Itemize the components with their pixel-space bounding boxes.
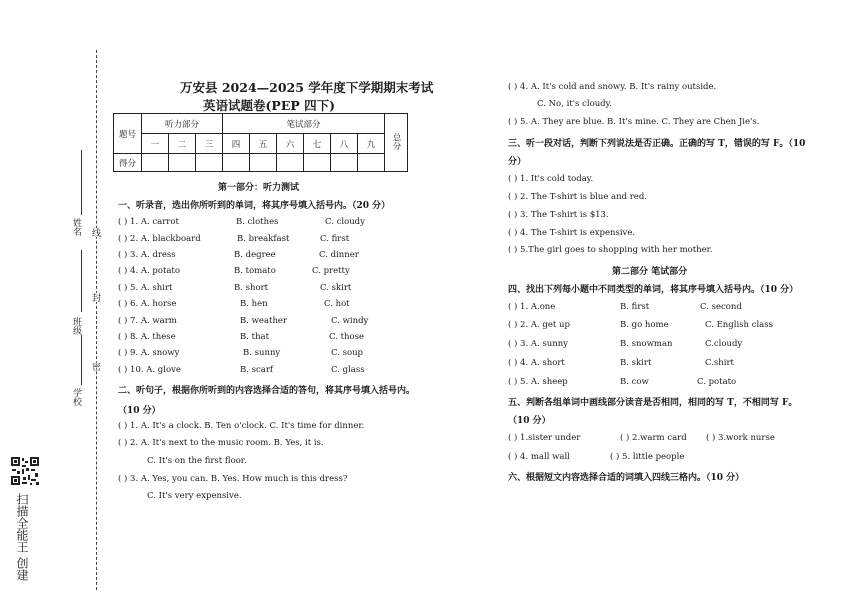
section2-title: 二、听句子，根据你所听到的内容选择合适的答句，将其序号填入括号内。 (118, 386, 416, 396)
class-label: 班级 (71, 317, 81, 335)
list-item: C. pretty (312, 266, 350, 276)
writing-part-label: 笔试部分 (223, 114, 385, 134)
score-table (113, 113, 408, 172)
score-cell[interactable] (169, 154, 196, 172)
list-item: ( ) 1. It's cold today. (508, 174, 594, 184)
section-number: 四 (223, 134, 250, 154)
list-item: ( ) 4. A. potato (118, 266, 180, 276)
score-cell[interactable] (304, 154, 331, 172)
list-item: ( ) 1.sister under (508, 433, 581, 443)
list-item: B. tomato (234, 266, 276, 276)
list-item: ( ) 3. A. Yes, you can. B. Yes. How much is this dress? (118, 474, 348, 484)
list-item: B. go home (620, 320, 669, 330)
list-item: ( ) 2. The T-shirt is blue and red. (508, 192, 647, 202)
list-item: ( ) 4. A. short (508, 358, 565, 368)
section3-points: 分） (508, 157, 527, 167)
section-number: 二 (169, 134, 196, 154)
score-cell[interactable] (196, 154, 223, 172)
school-blank-line (81, 335, 82, 385)
name-blank-line (81, 150, 82, 215)
list-item: B. hen (240, 299, 268, 309)
section-number: 七 (304, 134, 331, 154)
list-item: ( ) 7. A. warm (118, 316, 177, 326)
binding-char-secret: 密 (90, 362, 100, 371)
binding-dashed-line (96, 50, 97, 590)
list-item: ( ) 5. little people (610, 452, 685, 462)
section-number: 八 (331, 134, 358, 154)
score-cell[interactable] (358, 154, 385, 172)
list-item: B. breakfast (237, 234, 290, 244)
section5-points: （10 分） (508, 416, 551, 426)
list-item: ( ) 6. A. horse (118, 299, 177, 309)
total-score-label: 总分 (385, 114, 408, 172)
list-item: ( ) 3.work nurse (706, 433, 775, 443)
binding-char-line: 线 (90, 228, 100, 237)
list-item: ( ) 2. A. It's next to the music room. B. Yes, it is. (118, 438, 324, 448)
scanner-credit: 扫描全能王 创建 (15, 493, 29, 581)
exam-subtitle: 英语试题卷(PEP 四下) (203, 98, 336, 113)
part1-title: 第一部分：听力测试 (218, 183, 300, 193)
list-item: ( ) 5. A. They are blue. B. It's mine. C. They are Chen Jie's. (508, 117, 760, 127)
score-row-label: 得分 (114, 154, 142, 172)
listening-part-label: 听力部分 (142, 114, 223, 134)
list-item: B. clothes (236, 217, 279, 227)
section1-title: 一、听录音，选出你所听到的单词，将其序号填入括号内。（20 分） (118, 201, 391, 211)
score-cell[interactable] (223, 154, 250, 172)
name-label: 姓名 (71, 218, 81, 236)
list-item: ( ) 10. A. glove (118, 365, 181, 375)
class-blank-line (81, 250, 82, 312)
section-number: 六 (277, 134, 304, 154)
list-item: ( ) 4. mall wall (508, 452, 570, 462)
list-item: B. skirt (620, 358, 652, 368)
list-item: C.shirt (705, 358, 734, 368)
list-item: ( ) 3. A. dress (118, 250, 176, 260)
section-number: 三 (196, 134, 223, 154)
qr-code-icon (10, 456, 40, 486)
list-item: C.cloudy (705, 339, 743, 349)
list-item: ( ) 9. A. snowy (118, 348, 180, 358)
score-cell[interactable] (142, 154, 169, 172)
list-item: ( ) 1. A.one (508, 302, 556, 312)
list-item: B. sunny (243, 348, 281, 358)
list-item: C. dinner (319, 250, 359, 260)
list-item: C. soup (331, 348, 363, 358)
section2-points: （10 分） (118, 406, 161, 416)
list-item: ( ) 1. A. It's a clock. B. Ten o'clock. C. It's time for dinner. (118, 421, 365, 431)
list-item: C. those (329, 332, 365, 342)
list-item: ( ) 3. The T-shirt is $13. (508, 210, 609, 220)
section3-title: 三、听一段对话，判断下列说法是否正确。正确的写 T，错误的写 F。（10 (508, 139, 806, 149)
list-item: B. weather (240, 316, 288, 326)
score-cell[interactable] (331, 154, 358, 172)
exam-title: 万安县 2024—2025 学年度下学期期末考试 (180, 80, 434, 95)
question-number-label: 题号 (114, 114, 142, 154)
list-item: C. hot (324, 299, 350, 309)
list-item: C. It's very expensive. (147, 491, 242, 501)
list-item: ( ) 4. A. It's cold and snowy. B. It's rainy outside. (508, 82, 717, 92)
list-item: C. skirt (320, 283, 352, 293)
binding-char-seal: 封 (90, 293, 100, 302)
list-item: C. It's on the first floor. (147, 456, 247, 466)
list-item: C. glass (331, 365, 365, 375)
list-item: ( ) 1. A. carrot (118, 217, 179, 227)
list-item: C. potato (697, 377, 737, 387)
list-item: B. cow (620, 377, 649, 387)
section5-title: 五、判断各组单词中画线部分读音是否相同，相同的写 T，不相同写 F。 (508, 398, 798, 408)
list-item: C. English class (705, 320, 773, 330)
list-item: C. second (700, 302, 742, 312)
list-item: B. scarf (240, 365, 274, 375)
section4-title: 四、找出下列每小题中不同类型的单词，将其序号填入括号内。（10 分） (508, 285, 799, 295)
list-item: ( ) 3. A. sunny (508, 339, 568, 349)
list-item: B. first (620, 302, 650, 312)
list-item: ( ) 5.The girl goes to shopping with her mother. (508, 245, 713, 255)
list-item: ( ) 4. The T-shirt is expensive. (508, 228, 636, 238)
list-item: ( ) 2.warm card (620, 433, 687, 443)
list-item: B. short (234, 283, 269, 293)
section-number: 九 (358, 134, 385, 154)
list-item: ( ) 2. A. blackboard (118, 234, 201, 244)
list-item: C. windy (331, 316, 369, 326)
list-item: C. cloudy (325, 217, 365, 227)
list-item: ( ) 2. A. get up (508, 320, 570, 330)
score-cell[interactable] (277, 154, 304, 172)
list-item: ( ) 5. A. shirt (118, 283, 173, 293)
score-cell[interactable] (250, 154, 277, 172)
list-item: B. that (240, 332, 270, 342)
section-number: 五 (250, 134, 277, 154)
list-item: ( ) 8. A. these (118, 332, 176, 342)
section-number: 一 (142, 134, 169, 154)
list-item: C. first (320, 234, 350, 244)
school-label: 学校 (71, 388, 81, 406)
list-item: B. snowman (620, 339, 673, 349)
list-item: C. No, it's cloudy. (537, 99, 612, 109)
section6-title: 六、根据短文内容选择合适的词填入四线三格内。（10 分） (508, 473, 745, 483)
part2-title: 第二部分 笔试部分 (612, 267, 688, 277)
list-item: ( ) 5. A. sheep (508, 377, 568, 387)
list-item: B. degree (234, 250, 276, 260)
